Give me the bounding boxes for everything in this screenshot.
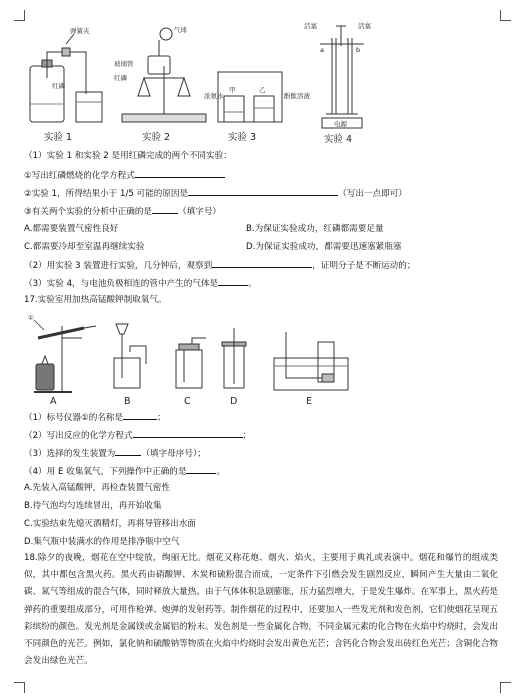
label-power-supply: 电源: [334, 120, 347, 128]
experiment-3-apparatus: [218, 72, 282, 122]
experiment-2-apparatus: [122, 28, 206, 122]
q17-part4-tail: 。: [216, 467, 226, 477]
q16-item2-hint: （写出一点即可）: [338, 189, 407, 199]
q17-option-d: D.集气瓶中装满水的作用是排净瓶中空气: [24, 537, 180, 547]
label-red-phosphorus-1: 红磷: [52, 82, 65, 90]
q16-option-c: C.都需要冷却至室温再继续实验: [24, 242, 145, 252]
label-apparatus-e: E: [306, 396, 313, 407]
answer-blank: [115, 446, 141, 456]
q17-part1: [24, 410, 166, 424]
q17-part4-text: （4）用 E 收集氧气，下列操作中正确的是: [24, 467, 187, 477]
caption-experiment-4: 实验 4: [324, 134, 353, 145]
answer-blank: [188, 186, 338, 196]
q16-item3-hint: （填字号）: [178, 207, 222, 217]
label-red-phosphorus-2: 红磷: [114, 74, 127, 82]
label-beaker-jia: 甲: [229, 86, 236, 94]
q16-part3-tail: 。: [248, 279, 257, 289]
label-apparatus-a: A: [50, 396, 57, 407]
q17-option-a: A.先装入高锰酸钾，再检查装置气密性: [24, 483, 170, 493]
label-balloon: 气球: [174, 26, 187, 34]
q16-item3-text: ③有关两个实验的分析中正确的是: [24, 207, 153, 217]
label-tube-b: b: [356, 46, 361, 54]
label-apparatus-d: D: [230, 396, 238, 407]
answer-blank: [123, 410, 157, 420]
label-beaker-yi: 乙: [259, 86, 266, 94]
label-glass-tube: 玻璃管: [114, 60, 134, 68]
crop-mark-top-right: [500, 10, 511, 21]
experiment-4-apparatus: [320, 26, 364, 128]
q17-option-b: B.待气泡均匀连续冒出，再开始收集: [24, 501, 162, 511]
crop-mark-bottom-left: [14, 682, 25, 693]
q16-part3: [24, 276, 257, 290]
label-valve-right: 活塞: [358, 22, 371, 30]
q18-passage: 18.除夕的夜晚，烟花在空中绽放，绚丽无比。烟花又称花炮、烟火、焰火，主要用于典礼或表演中。烟花和爆竹的组成类似，其中都包含黑火药。黑火药由硝酸钾、木炭和硫粉混合而成，一定条件下引燃会发生剧烈反应，瞬间产生大量由二氧化碳、氮气等组成的混合气体，同时释放大量热。由于气体体积急剧膨胀，压力猛烈增大，于是发生爆炸。在军事上，黑火药是弹药的重要组成部分，可用作枪弹、炮弹的发射药等。制作烟花的过程中，还要加入一些发光剂和发色剂，它们使烟花呈现五彩缤纷的颜色。发光剂是金属镁或金属铝的粉末。发色剂是一些金属化合物，不同金属元素的化合物在火焰中灼烧时，会发出不同颜色的光芒。例如，氯化钠和硫酸钠等物质在火焰中灼烧时会发出黄色光芒；含钙化合物会发出砖红色光芒；含铜化合物会发出绿色光芒。: [24, 553, 498, 667]
experiments-figure: [22, 18, 382, 150]
q16-part3-text: （3）实验 4，与电池负极相连的管中产生的气体是: [24, 279, 219, 289]
q16-option-d: D.为保证实验成功，都需要迅速塞紧瓶塞: [246, 242, 402, 252]
experiment-1-apparatus: [30, 34, 102, 122]
q17-title: 17.实验室用加热高锰酸钾制取氧气。: [24, 295, 167, 305]
q16-item1: [24, 168, 225, 182]
q16-part1: （1）实验 1 和实验 2 是用红磷完成的两个不同实验：: [24, 151, 232, 161]
label-tube-a: a: [320, 46, 324, 54]
q17-part2-tail: ；: [242, 431, 252, 441]
q16-option-b: B.为保证实验成功，红磷都需要足量: [246, 224, 384, 234]
q17-part1-text: （1）标号仪器①的名称是: [24, 413, 124, 423]
q16-part2-text: （2）用实验 3 装置进行实验，几分钟后，观察到: [24, 261, 213, 271]
label-apparatus-b: B: [124, 396, 131, 407]
label-apparatus-c: C: [184, 396, 191, 407]
answer-blank: [186, 464, 216, 474]
q16-option-a: A.都需要装置气密性良好: [24, 224, 119, 234]
q17-part4: [24, 464, 225, 478]
answer-blank: [133, 428, 243, 438]
q17-option-c: C.实验结束先熄灭酒精灯，再将导管移出水面: [24, 519, 197, 529]
q17-part1-tail: ；: [157, 413, 166, 423]
crop-mark-bottom-right: [500, 682, 511, 693]
q16-item1-text: ①写出红磷燃烧的化学方程式: [24, 171, 135, 181]
q16-part2: [24, 258, 415, 272]
q17-part3: [24, 446, 206, 460]
q17-part3-tail: （填字母序号）；: [141, 449, 206, 459]
label-concentrated-ammonia: 浓氨水: [204, 92, 224, 100]
apparatus-b: [114, 324, 146, 388]
q16-item3: [24, 204, 221, 218]
label-valve-left: 活塞: [304, 22, 317, 30]
answer-blank: [212, 258, 312, 268]
label-spring-clip: 弹簧夹: [70, 27, 90, 35]
q17-part2-text: （2）写出反应的化学方程式: [24, 431, 133, 441]
q17-part3-text: （3）选择的发生装置为: [24, 449, 116, 459]
q17-part2: [24, 428, 251, 442]
answer-blank: [135, 168, 225, 178]
label-phenolphthalein: 酚酞溶液: [284, 92, 310, 100]
marker-circled-1: ①: [28, 314, 34, 322]
caption-experiment-1: 实验 1: [44, 132, 73, 143]
apparatus-c: [176, 338, 206, 388]
apparatus-e: [274, 332, 348, 390]
gas-apparatus-figure: [24, 308, 404, 408]
answer-blank: [152, 204, 178, 214]
q16-part2-tail: ，证明分子是不断运动的；: [312, 261, 416, 271]
answer-blank: [218, 276, 248, 286]
apparatus-a: [34, 326, 96, 392]
caption-experiment-2: 实验 2: [142, 132, 171, 143]
q16-item2: [24, 186, 407, 200]
q16-item2-text: ②实验 1，所得结果小于 1/5 可能的原因是: [24, 189, 189, 199]
apparatus-d: [222, 328, 246, 388]
caption-experiment-3: 实验 3: [228, 132, 257, 143]
